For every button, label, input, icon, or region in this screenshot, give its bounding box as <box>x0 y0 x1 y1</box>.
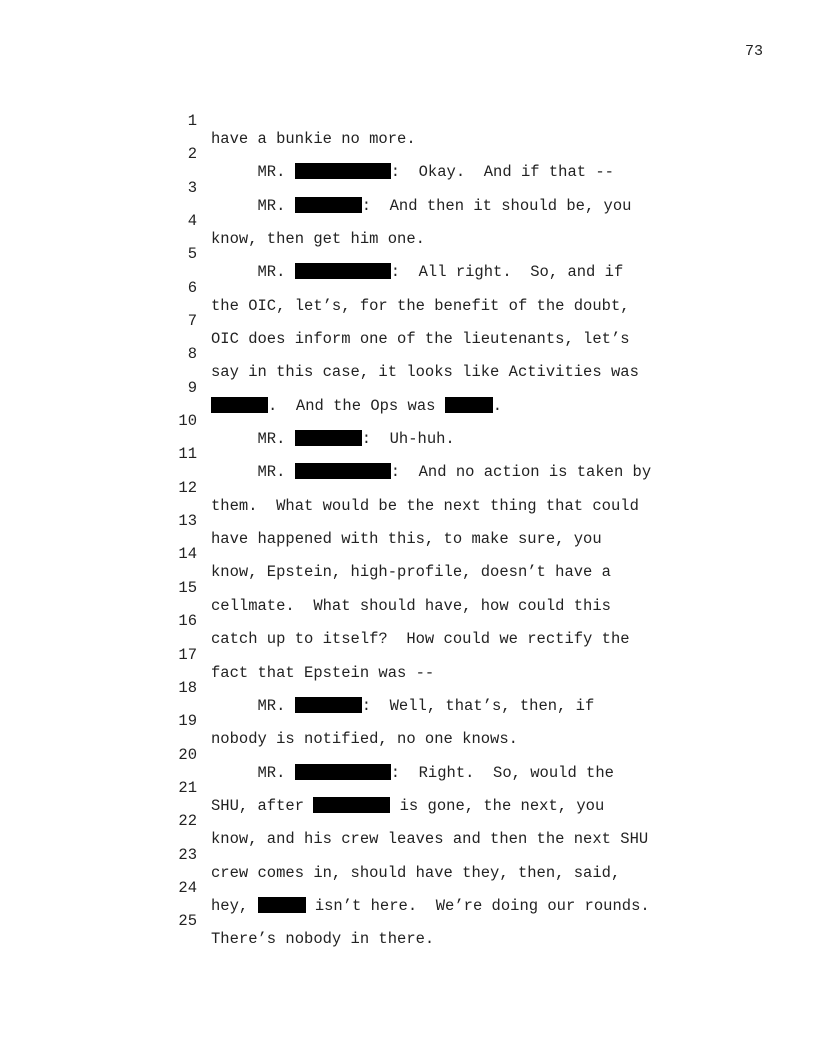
transcript-line <box>0 661 816 715</box>
text-segment: MR. <box>211 696 295 715</box>
line-number: 8 <box>187 345 197 364</box>
text-segment: MR. <box>211 163 295 182</box>
text-segment: say in this case, it looks like Activities was <box>211 363 639 382</box>
text-segment: : Well, that’s, then, if <box>361 696 595 715</box>
text-segment: : All right. So, and if <box>390 263 624 282</box>
line-number: 4 <box>187 212 197 231</box>
text-segment: MR. <box>211 430 295 449</box>
text-segment: hey, <box>211 896 258 915</box>
transcript-line <box>0 561 816 615</box>
text-segment: OIC does inform one of the lieutenants, let’s <box>211 330 630 349</box>
transcript-line <box>0 94 816 148</box>
text-segment: nobody is notified, no one knows. <box>211 730 518 749</box>
transcript-line <box>0 594 816 649</box>
text-segment: MR. <box>211 263 295 282</box>
line-number: 10 <box>178 412 197 431</box>
line-number: 3 <box>187 178 197 197</box>
text-segment: MR. <box>211 463 295 482</box>
text-segment: MR. <box>211 763 295 782</box>
line-number: 2 <box>187 145 197 164</box>
text-segment: isn’t here. We’re doing our rounds. <box>305 896 650 915</box>
transcript-line <box>0 461 816 515</box>
text-segment: : And no action is taken by <box>390 463 652 482</box>
transcript-line <box>0 494 816 549</box>
text-segment: know, Epstein, high-profile, doesn’t have a <box>211 563 611 582</box>
transcript-line <box>0 728 816 782</box>
text-segment: . And the Ops was <box>268 396 445 415</box>
transcript-line <box>0 828 816 882</box>
transcript-line <box>0 794 816 849</box>
line-number: 24 <box>178 878 197 897</box>
text-segment: : Okay. And if that -- <box>390 163 614 182</box>
transcript-line <box>0 261 816 315</box>
text-segment: is gone, the next, you <box>390 796 605 815</box>
transcript-body <box>0 94 816 949</box>
transcript-line <box>0 361 816 415</box>
text-segment: cellmate. What should have, how could this <box>211 596 611 615</box>
transcript-line <box>0 127 816 182</box>
line-text <box>211 930 434 948</box>
line-number: 14 <box>178 545 197 564</box>
line-number: 5 <box>187 245 197 264</box>
text-segment: MR. <box>211 196 295 215</box>
line-number: 19 <box>178 712 197 731</box>
text-segment: : And then it should be, you <box>361 196 632 215</box>
line-number: 7 <box>187 312 197 331</box>
transcript-line <box>0 161 816 215</box>
transcript-line <box>0 327 816 382</box>
line-number: 6 <box>187 278 197 297</box>
text-segment: know, and his crew leaves and then the next SHU <box>211 830 649 849</box>
line-number: 1 <box>187 112 197 130</box>
transcript-line <box>0 628 816 682</box>
transcript-line <box>0 427 816 482</box>
line-number: 15 <box>178 578 197 597</box>
line-number: 21 <box>178 778 197 797</box>
line-number: 9 <box>187 378 197 397</box>
transcript-line <box>0 894 816 949</box>
line-number: 23 <box>178 845 197 864</box>
text-segment: them. What would be the next thing that could <box>211 496 639 515</box>
text-segment: have happened with this, to make sure, you <box>211 530 602 549</box>
line-number: 16 <box>178 612 197 631</box>
line-number: 11 <box>178 445 197 464</box>
text-segment: know, then get him one. <box>211 230 425 249</box>
text-segment: . <box>492 396 503 415</box>
transcript-line <box>0 294 816 349</box>
transcript-line <box>0 761 816 815</box>
transcript-line <box>0 227 816 282</box>
text-segment: have a bunkie no more. <box>211 130 416 148</box>
line-number: 20 <box>178 745 197 764</box>
transcript-line <box>0 194 816 249</box>
transcript-line <box>0 694 816 749</box>
text-segment: SHU, after <box>211 796 314 815</box>
line-number: 17 <box>178 645 197 664</box>
line-number: 12 <box>178 478 197 497</box>
line-number: 22 <box>178 812 197 831</box>
line-number: 25 <box>178 912 197 931</box>
text-segment: the OIC, let’s, for the benefit of the doubt, <box>211 296 630 315</box>
text-segment: There’s nobody in there. <box>211 930 435 949</box>
text-segment: : Uh-huh. <box>361 430 455 449</box>
text-segment: fact that Epstein was -- <box>211 663 435 682</box>
line-number: 13 <box>178 512 197 531</box>
text-segment: crew comes in, should have they, then, said, <box>211 863 621 882</box>
page-number: 73 <box>744 43 763 60</box>
text-segment: : Right. So, would the <box>390 763 614 782</box>
text-segment: catch up to itself? How could we rectify the <box>211 630 630 649</box>
transcript-line <box>0 394 816 449</box>
transcript-line <box>0 527 816 582</box>
transcript-line <box>0 861 816 915</box>
line-number: 18 <box>178 678 197 697</box>
